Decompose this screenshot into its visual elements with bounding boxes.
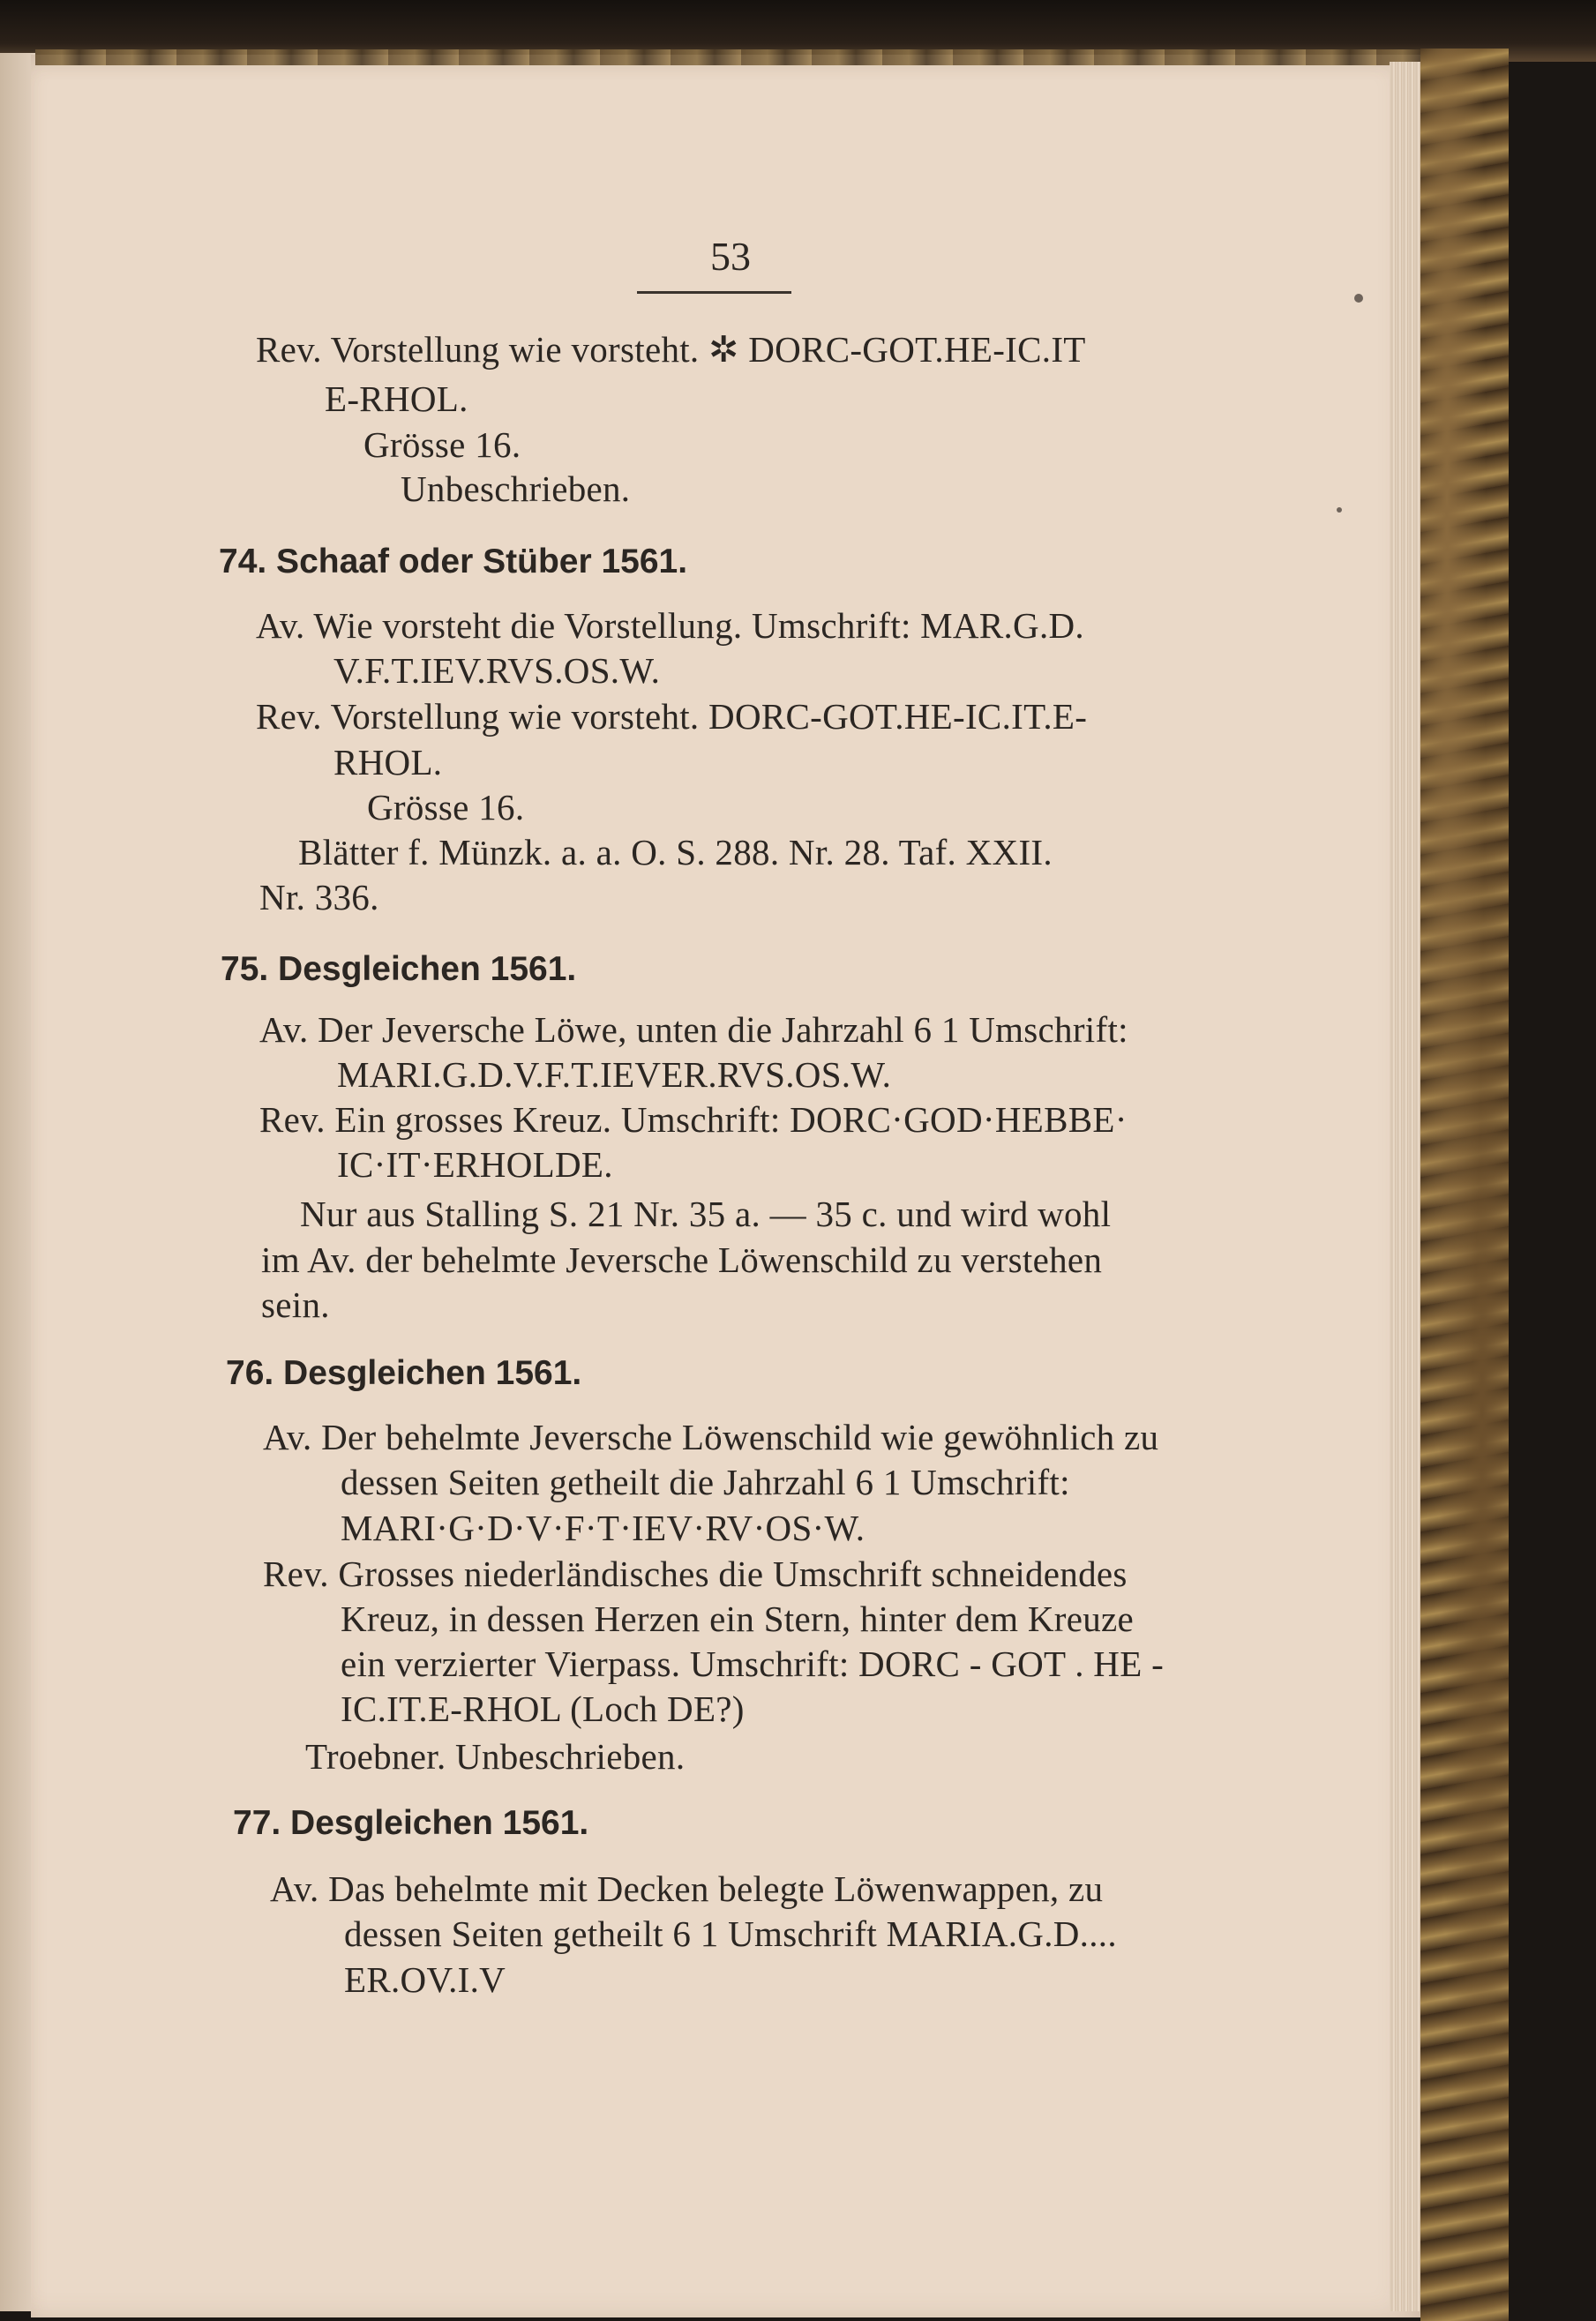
text-line: Rev. Vorstellung wie vorsteht. ✲ DORC-GOT.HE-IC.IT	[256, 329, 1086, 370]
text-line: Grösse 16.	[367, 787, 525, 827]
text-line: Troebner. Unbeschrieben.	[305, 1736, 686, 1777]
text-line: Nr. 336.	[259, 877, 379, 917]
entry-heading: 74. Schaaf oder Stüber 1561.	[219, 543, 688, 580]
text-line: Rev. Ein grosses Kreuz. Umschrift: DORC·GOD·HEBBE·	[259, 1099, 1128, 1140]
text-line: Av. Der Jeversche Löwe, unten die Jahrzahl 6 1 Umschrift:	[259, 1009, 1128, 1050]
ink-speck	[1354, 294, 1363, 303]
text-line: ER.OV.I.V	[344, 1959, 506, 2000]
text-line: ein verzierter Vierpass. Umschrift: DORC - GOT . HE -	[341, 1643, 1165, 1684]
ink-speck	[1337, 507, 1342, 513]
page-number: 53	[710, 234, 751, 279]
text-line: Kreuz, in dessen Herzen ein Stern, hinter dem Kreuze	[341, 1598, 1135, 1639]
entry-heading: 77. Desgleichen 1561.	[233, 1804, 589, 1842]
text-line: Blätter f. Münzk. a. a. O. S. 288. Nr. 28. Taf. XXII.	[298, 832, 1053, 872]
text-line: Unbeschrieben.	[401, 468, 631, 509]
text-line: Av. Wie vorsteht die Vorstellung. Umschrift: MAR.G.D.	[256, 605, 1084, 646]
text-line: IC.IT.E-RHOL (Loch DE?)	[341, 1688, 745, 1729]
text-line: sein.	[261, 1284, 330, 1325]
entry-heading: 76. Desgleichen 1561.	[226, 1354, 582, 1392]
text-line: dessen Seiten getheilt 6 1 Umschrift MARIA.G.D....	[344, 1913, 1117, 1954]
page-number-rule	[637, 291, 791, 294]
text-line: Rev. Vorstellung wie vorsteht. DORC-GOT.HE-IC.IT.E-	[256, 696, 1088, 737]
text-line: MARI·G·D·V·F·T·IEV·RV·OS·W.	[341, 1508, 865, 1548]
entry-heading: 75. Desgleichen 1561.	[221, 950, 577, 988]
text-line: Av. Das behelmte mit Decken belegte Löwenwappen, zu	[270, 1868, 1104, 1909]
text-line: MARI.G.D.V.F.T.IEVER.RVS.OS.W.	[337, 1054, 892, 1095]
text-line: Rev. Grosses niederländisches die Umschrift schneidendes	[263, 1554, 1128, 1594]
text-line: Nur aus Stalling S. 21 Nr. 35 a. — 35 c. und wird wohl	[300, 1194, 1112, 1234]
text-line: RHOL.	[333, 742, 443, 782]
text-line: Grösse 16.	[363, 424, 521, 465]
text-line: dessen Seiten getheilt die Jahrzahl 6 1 Umschrift:	[341, 1462, 1070, 1502]
text-line: im Av. der behelmte Jeversche Löwenschild zu verstehen	[261, 1239, 1103, 1280]
text-line: E-RHOL.	[325, 378, 468, 419]
text-line: V.F.T.IEV.RVS.OS.W.	[333, 650, 661, 691]
text-line: IC·IT·ERHOLDE.	[337, 1144, 613, 1185]
text-line: Av. Der behelmte Jeversche Löwenschild wie gewöhnlich zu	[263, 1417, 1159, 1457]
